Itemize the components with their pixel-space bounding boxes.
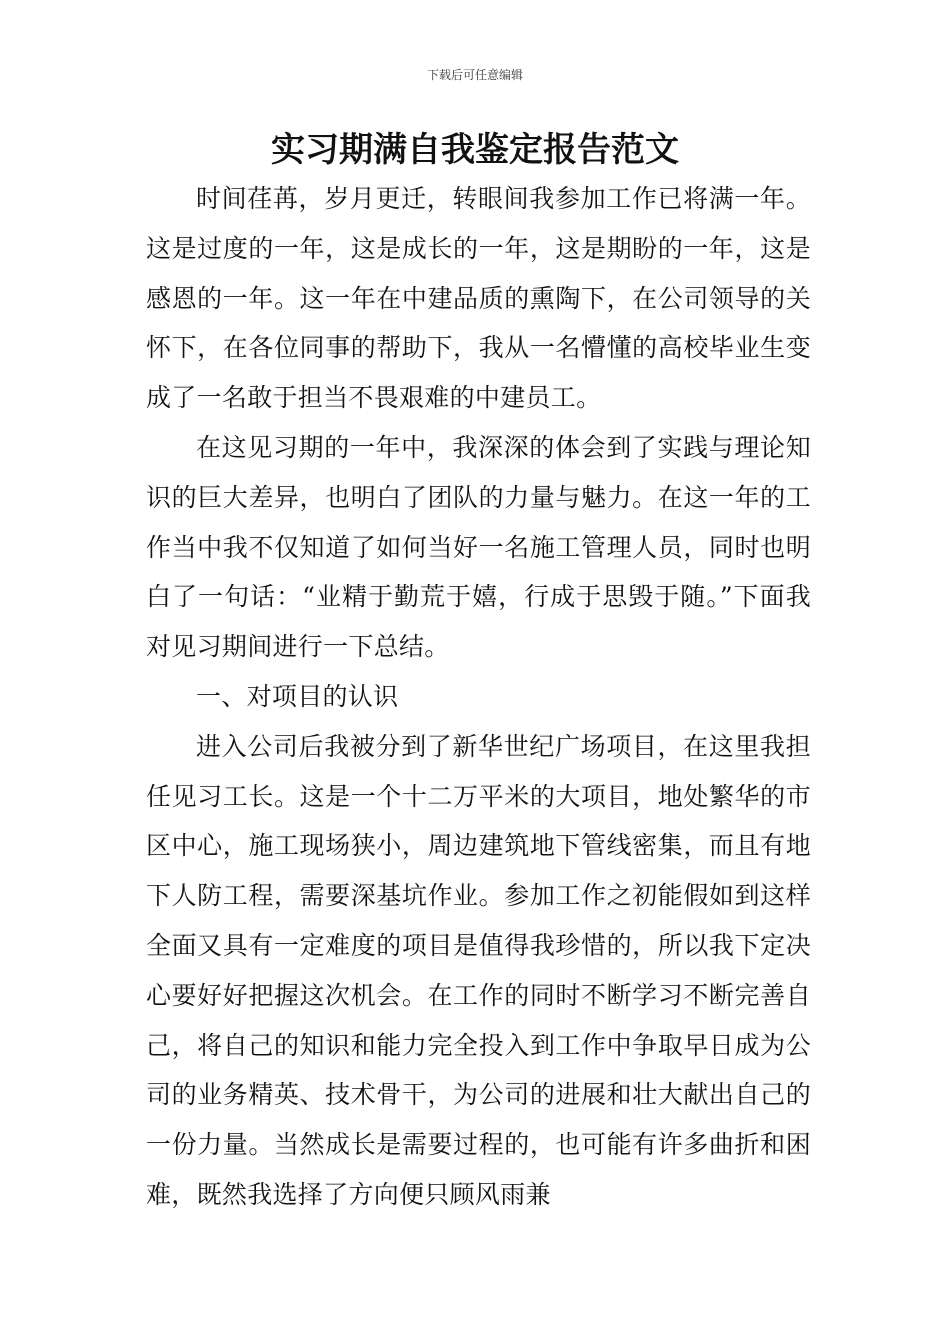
header-note: 下载后可任意编辑 bbox=[426, 68, 523, 82]
body-paragraph-2: 在这见习期的一年中，我深深的体会到了实践与理论知识的巨大差异，也明白了团队的力量与魅力。在这一年的工作当中我不仅知道了如何当好一名施工管理人员，同时也明白了一句话：“业精于勤荒于嬉，行成于思毁于随。”下面我对见习期间进行一下总结。 bbox=[146, 432, 811, 662]
section-paragraph: 进入公司后我被分到了新华世纪广场项目，在这里我担任见习工长。这是一个十二万平米的大项目，地处繁华的市区中心，施工现场狭小，周边建筑地下管线密集，而且有地下人防工程，需要深基坑作业。参加工作之初能假如到这样全面又具有一定难度的项目是值得我珍惜的，所以我下定决心要好好把握这次机会。在工作的同时不断学习不断完善自己，将自己的知识和能力完全投入到工作中争取早日成为公司的业务精英、技术骨干，为公司的进展和壮大献出自己的一份力量。当然成长是需要过程的，也可能有许多曲折和困难，既然我选择了方向便只顾风雨兼 bbox=[146, 731, 811, 1209]
body-paragraph-1: 时间荏苒，岁月更迁，转眼间我参加工作已将满一年。这是过度的一年，这是成长的一年，这是期盼的一年，这是感恩的一年。这一年在中建品质的熏陶下，在公司领导的关怀下，在各位同事的帮助下，我从一名懵懂的高校毕业生变成了一名敢于担当不畏艰难的中建员工。 bbox=[146, 184, 811, 413]
section-heading: 一、对项目的认识 bbox=[196, 681, 399, 711]
document-body bbox=[146, 174, 811, 1220]
document-title: 实习期满自我鉴定报告范文 bbox=[271, 130, 679, 170]
